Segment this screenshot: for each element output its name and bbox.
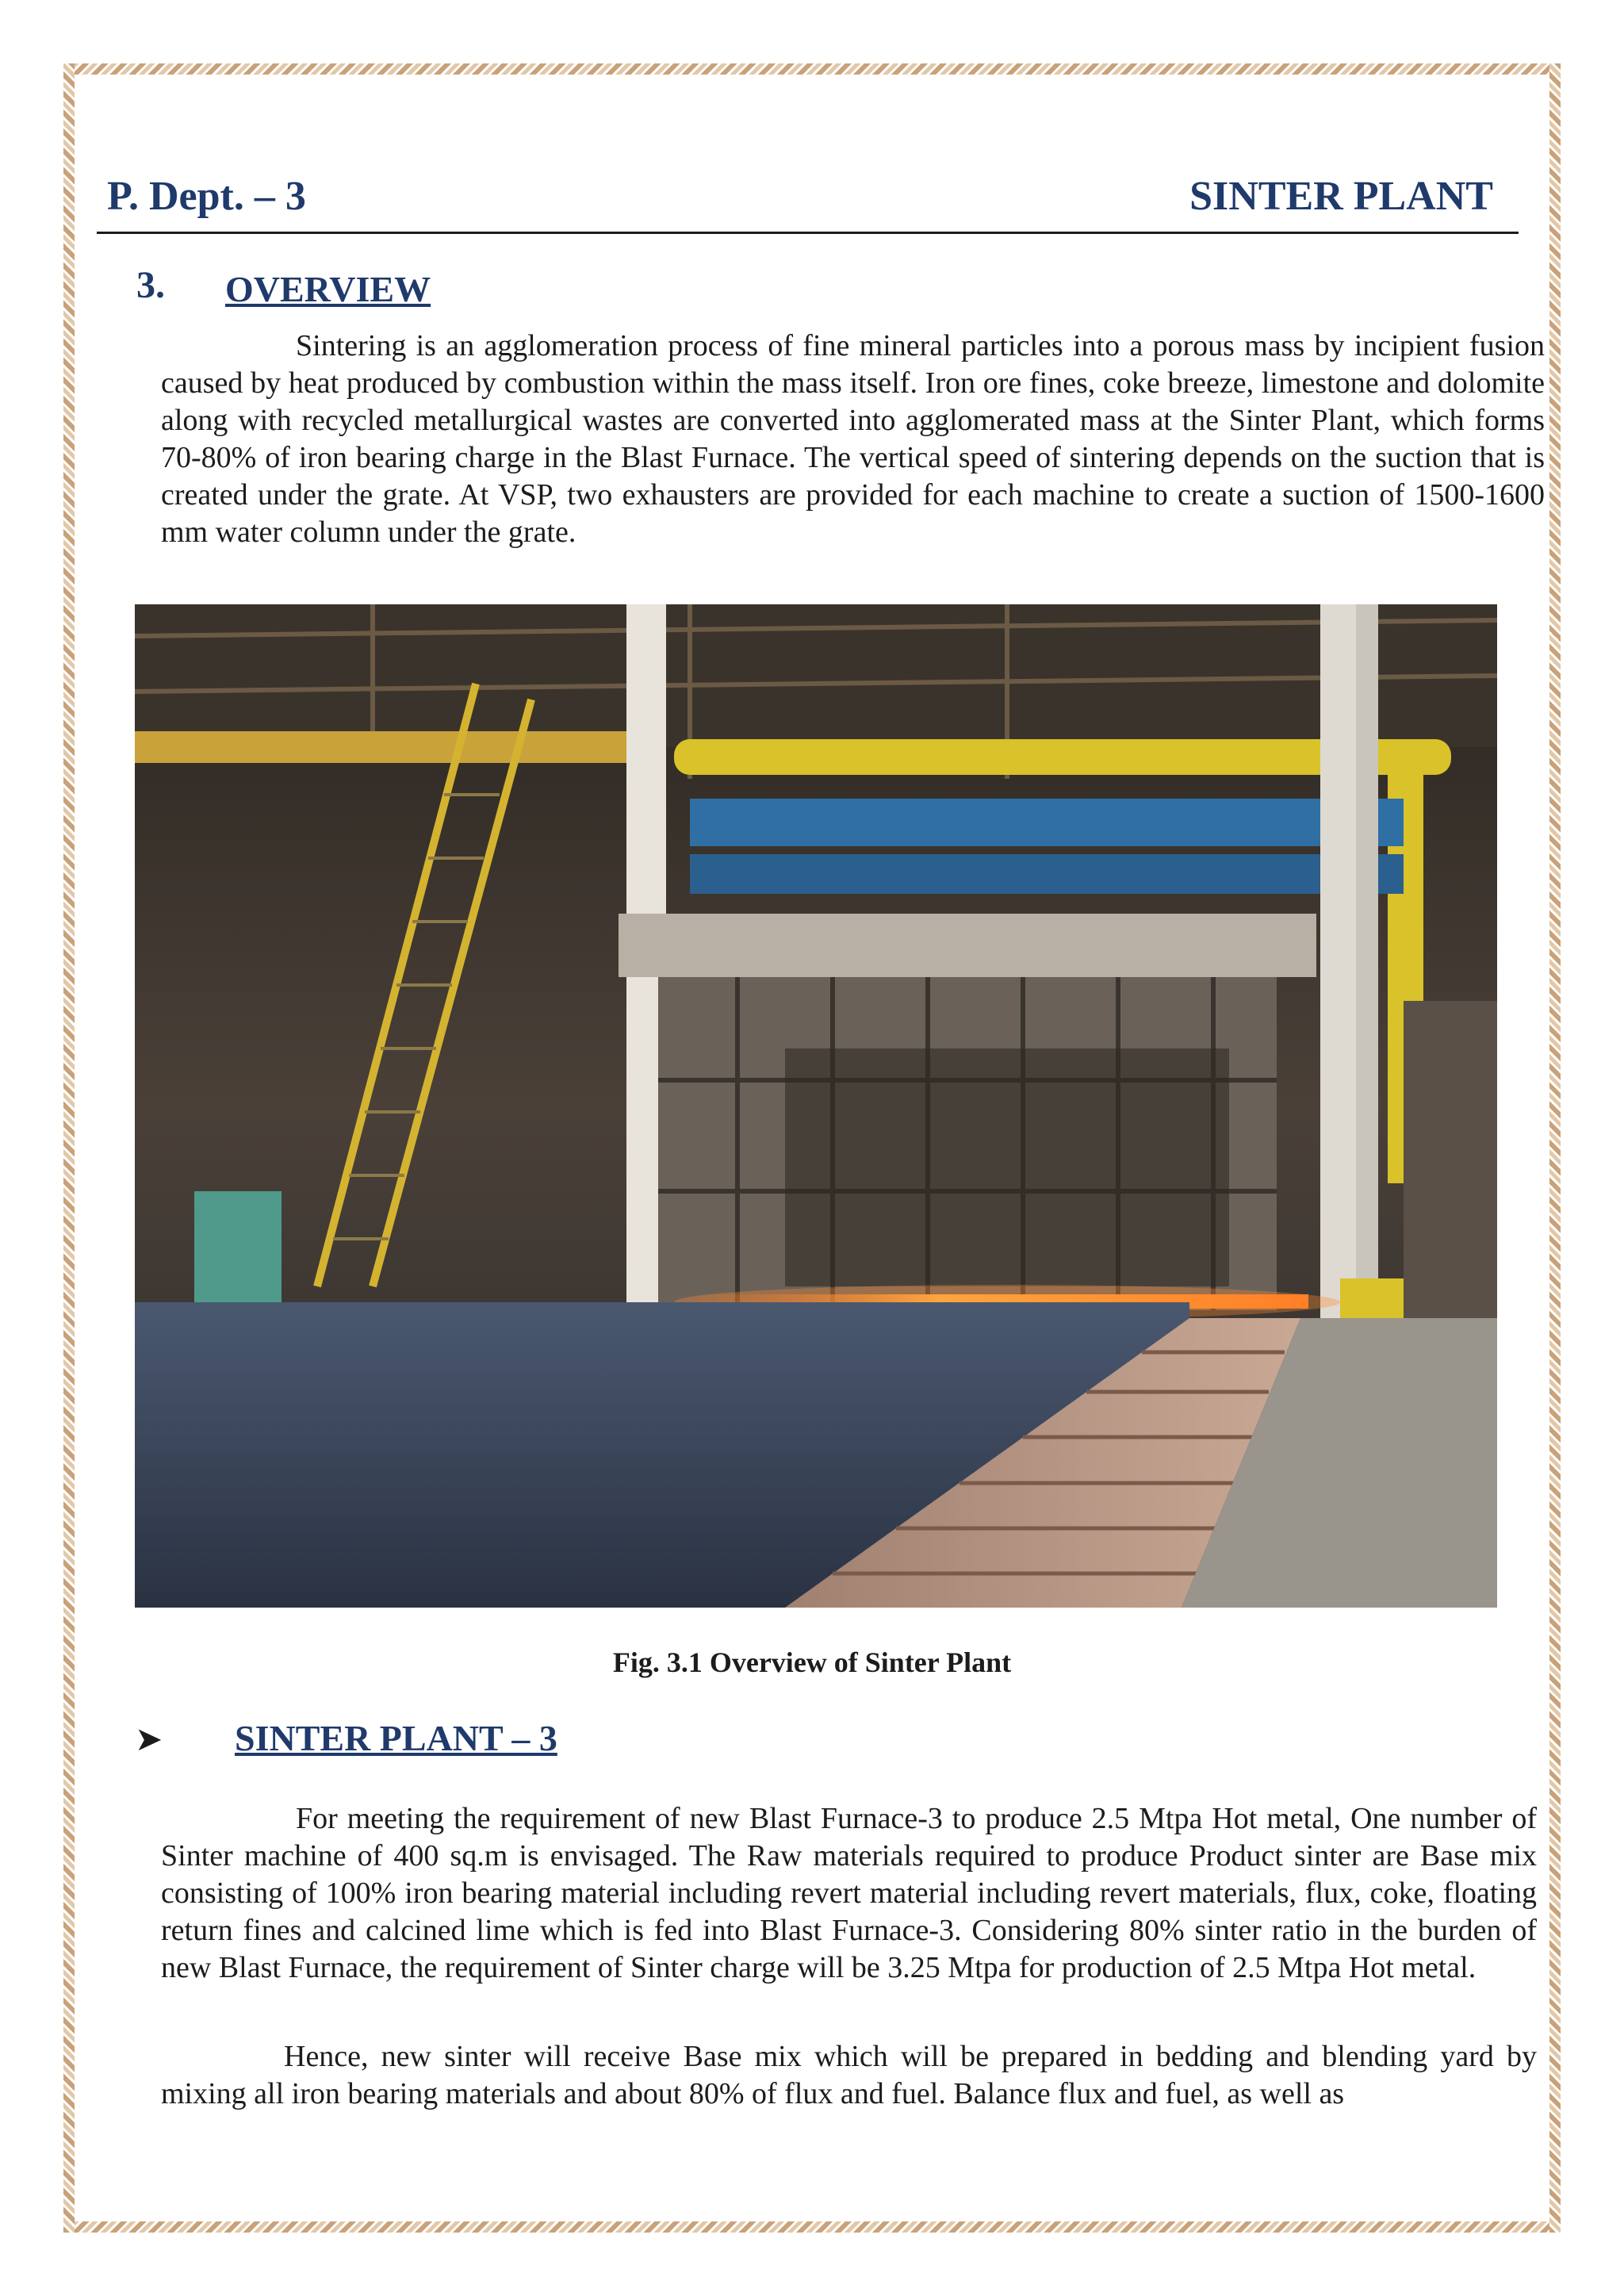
sinter-plant-text-1: For meeting the requirement of new Blast Furnace-3 to produce 2.5 Mtpa Hot metal, One number of Sinter machine of 400 sq.m is envisaged. The Raw materials required to produce Product sinter are Base mix consisting of 100% iron bearing material including revert material including revert materials, flux, coke, floating return fines and calcined lime which is fed into Blast Furnace-3. Considering 80% sinter ratio in the burden of new Blast Furnace, the requirement of Sinter charge will be 3.25 Mtpa for production of 2.5 Mtpa Hot metal. [161,1802,1537,1984]
section-number: 3. [136,264,165,306]
sinter-plant-paragraph-1 [161,1800,1537,1987]
border-right [1549,63,1561,2233]
sinter-plant-photo [135,604,1497,1608]
header-divider [97,232,1519,234]
section-title: OVERVIEW [225,269,431,309]
header-department: P. Dept. – 3 [107,174,306,219]
arrow-right-icon: ➤ [135,1722,163,1758]
overview-paragraph [161,328,1545,551]
sinter-plant-text-2: Hence, new sinter will receive Base mix which will be prepared in bedding and blending yard by mixing all iron bearing materials and about 80% of flux and fuel. Balance flux and fuel, as well as [161,2040,1537,2110]
figure-caption: Fig. 3.1 Overview of Sinter Plant [612,1646,1012,1678]
photo-illustration [135,604,1497,1608]
header-title: SINTER PLANT [1189,174,1493,219]
border-top [63,63,1561,75]
overview-text: Sintering is an agglomeration process of fine mineral particles into a porous mass by incipient fusion caused by heat produced by combustion within the mass itself. Iron ore fines, coke breeze, limestone and dolomite along with recycled metallurgical wastes are converted into agglomerated mass at the Sinter Plant, which forms 70-80% of iron bearing charge in the Blast Furnace. The vertical speed of sintering depends on the suction that is created under the grate. At VSP, two exhausters are provided for each machine to create a suction of 1500-1600 mm water column under the grate. [161,329,1545,549]
border-bottom [63,2221,1561,2233]
subsection-title: SINTER PLANT – 3 [235,1718,557,1758]
sinter-plant-paragraph-2 [161,2038,1537,2113]
border-left [63,63,75,2233]
